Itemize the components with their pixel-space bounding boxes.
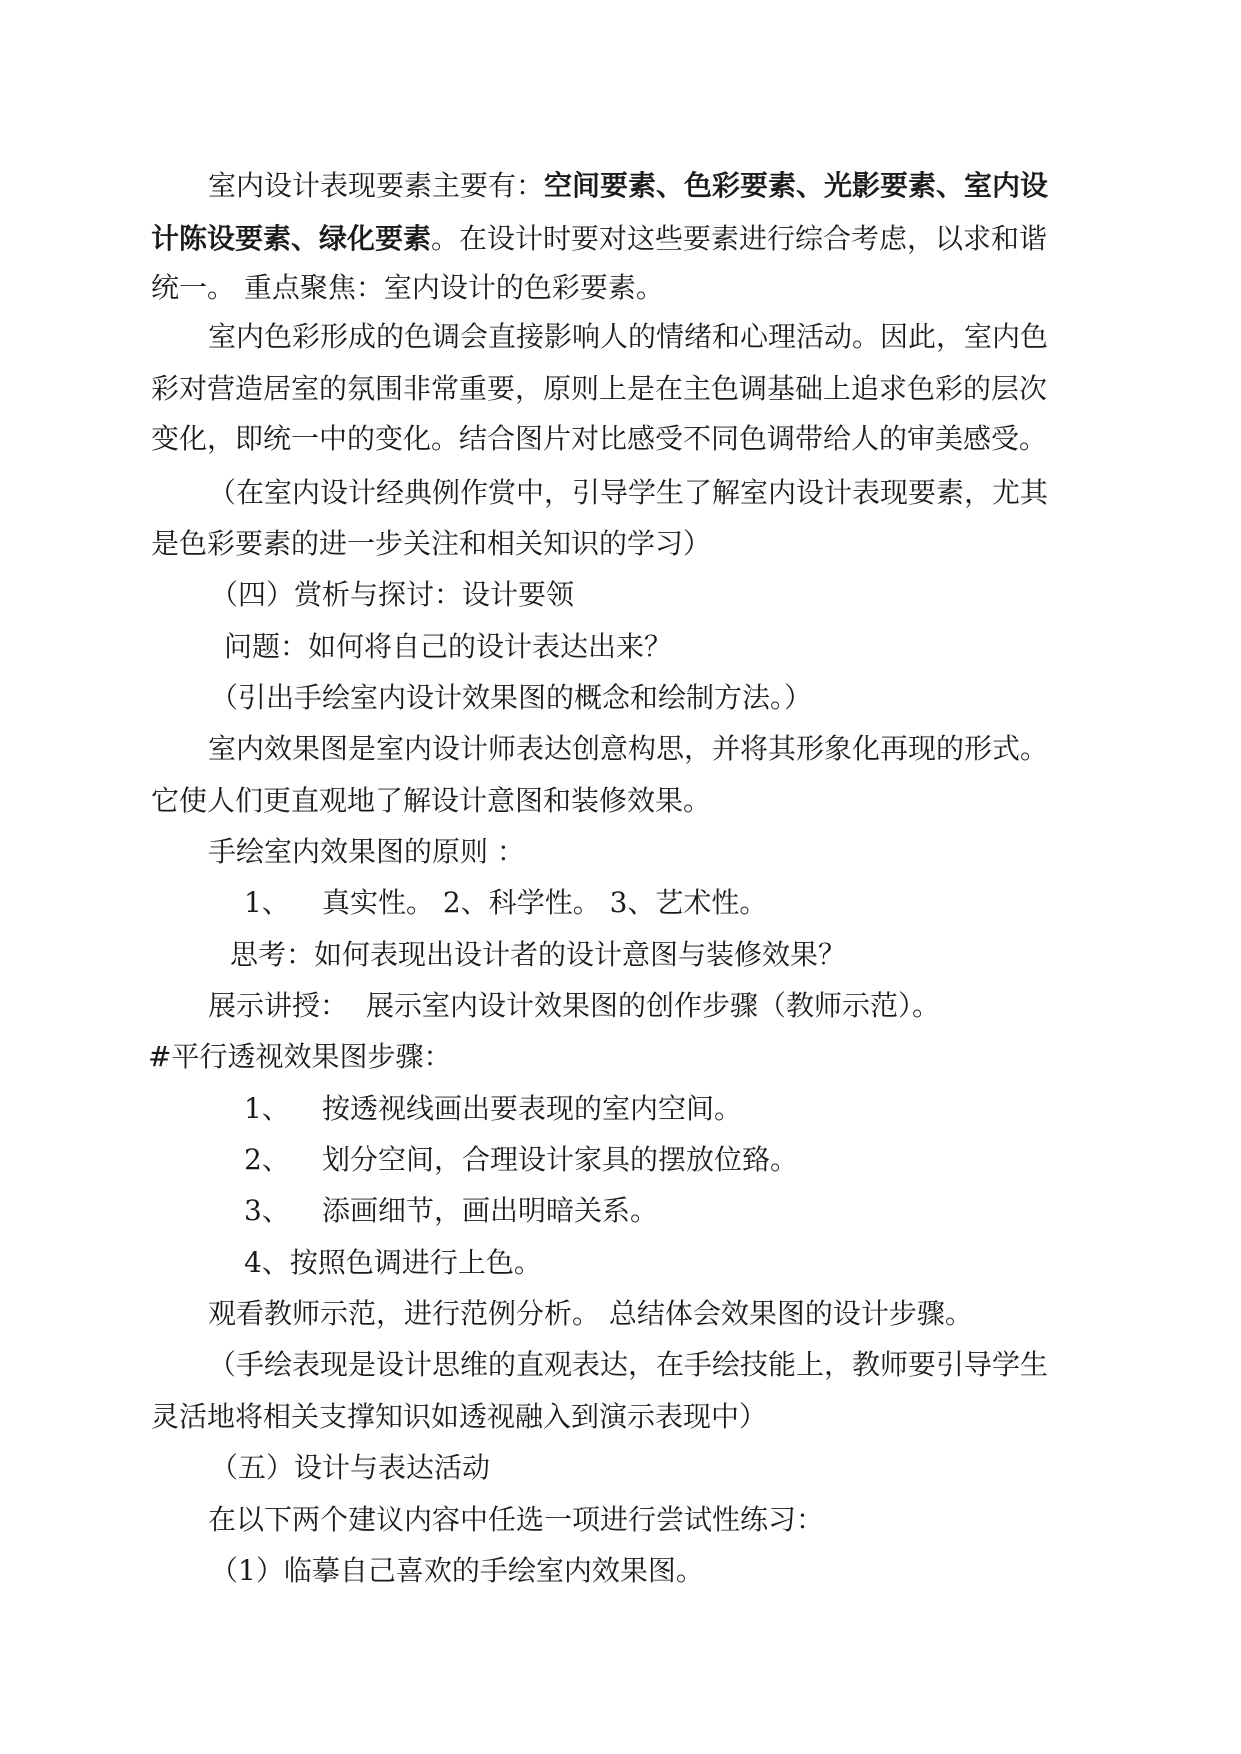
think-question: 思考：如何表现出设计者的设计意图与装修效果？ (230, 938, 847, 971)
para5-line2: 灵活地将相关支撑知识如透视融入到演示表现中） (151, 1400, 768, 1433)
step-num: 1、 (244, 1092, 290, 1125)
para2-line3: 变化，即统一中的变化。结合图片对比感受不同色调带给人的审美感受。 (151, 422, 1048, 455)
intro-note: （引出手绘室内设计效果图的概念和绘制方法。） (210, 681, 813, 714)
steps-title: #平行透视效果图步骤： (148, 1040, 452, 1073)
step-text: 添画细节，画出明暗关系。 (322, 1194, 659, 1227)
para5-line1: （手绘表现是设计思维的直观表达，在手绘技能上，教师要引导学生 (208, 1348, 1049, 1381)
demo-label: 展示讲授： (208, 989, 349, 1022)
para1-line1 (208, 166, 1048, 206)
step-text: 划分空间，合理设计家具的摆放位臵。 (322, 1143, 799, 1176)
option-1: （1）临摹自己喜欢的手绘室内效果图。 (210, 1554, 704, 1587)
step-num: 3、 (244, 1194, 290, 1227)
para4-line2: 它使人们更直观地了解设计意图和装修效果。 (151, 784, 712, 817)
principles-title: 手绘室内效果图的原则 ： (208, 835, 525, 868)
para1-bold-elements: 空间要素、色彩要素、光影要素、室内设 (544, 169, 1049, 202)
section4-heading: （四）赏析与探讨：设计要领 (210, 578, 575, 611)
step-4: 4、按照色调进行上色。 (244, 1246, 542, 1279)
para1-line2 (151, 219, 1047, 259)
para4-line1: 室内效果图是室内设计师表达创意构思，并将其形象化再现的形式。 (208, 732, 1049, 765)
step-num: 2、 (244, 1143, 290, 1176)
para3-line1: （在室内设计经典例作赏中，引导学生了解室内设计表现要素，尤其 (208, 476, 1049, 509)
section5-heading: （五）设计与表达活动 (210, 1451, 491, 1484)
para3-line2: 是色彩要素的进一步关注和相关知识的学习） (151, 527, 712, 560)
para1-line3: 统一。 重点聚焦：室内设计的色彩要素。 (151, 271, 664, 304)
principles-num: 1、 (244, 886, 290, 919)
choose-instruction: 在以下两个建议内容中任选一项进行尝试性练习： (208, 1503, 825, 1536)
step-text: 按透视线画出要表现的室内空间。 (322, 1092, 743, 1125)
para1-bold-elements-cont: 计陈设要素、绿化要素 (151, 222, 432, 255)
question: 问题：如何将自己的设计表达出来？ (224, 630, 673, 663)
para1-lead: 室内设计表现要素主要有： (208, 169, 545, 202)
demo-text: 展示室内设计效果图的创作步骤（教师示范）。 (366, 989, 941, 1022)
observe: 观看教师示范，进行范例分析。 总结体会效果图的设计步骤。 (208, 1297, 973, 1330)
para2-line2: 彩对营造居室的氛围非常重要，原则上是在主色调基础上追求色彩的层次 (151, 372, 1048, 405)
principles-list: 真实性。 2、科学性。 3、艺术性。 (322, 886, 768, 919)
para2-line1: 室内色彩形成的色调会直接影响人的情绪和心理活动。因此，室内色 (208, 320, 1049, 353)
para1-tail: 。在设计时要对这些要素进行综合考虑，以求和谐 (431, 222, 1048, 255)
